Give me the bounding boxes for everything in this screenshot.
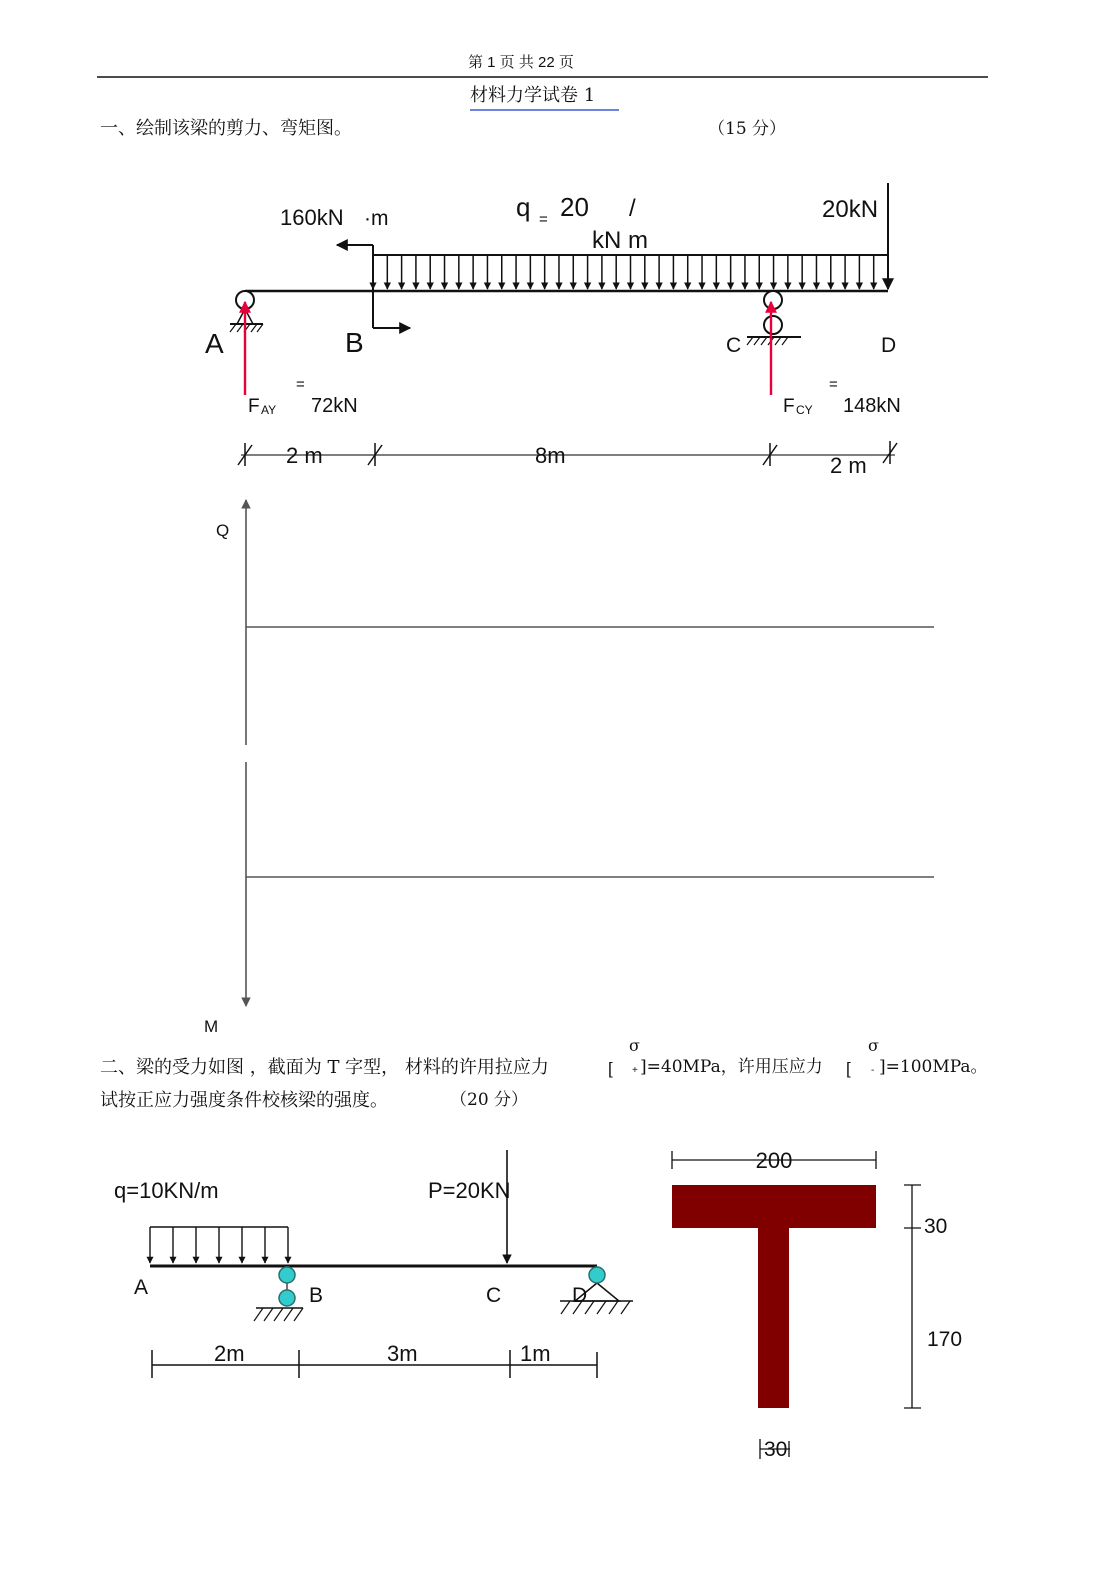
reaction-a-equals: = <box>296 376 305 393</box>
flange-width-label: 200 <box>755 1148 793 1173</box>
tension-bracket-open: [ <box>608 1059 613 1078</box>
q-slash: / <box>629 195 636 222</box>
problem2-prompt-line1: 二、梁的受力如图 ，截面为 T 字型， 材料的许用拉应力 <box>100 1057 549 1078</box>
tension-allowable-value: ]=40MPa，许用压应力 <box>640 1057 823 1077</box>
point-load-label: 20kN <box>822 196 879 223</box>
point-d-label: D <box>881 334 897 357</box>
page-indicator: 第 1 页 共 22 页 <box>468 54 574 71</box>
q-load-label: q=10KN/m <box>114 1178 219 1203</box>
reaction-a-subscript: AY <box>261 403 277 417</box>
compression-sign: - <box>871 1065 875 1076</box>
reaction-c-value: 148kN <box>843 395 901 417</box>
moment-axis-label: M <box>204 1017 219 1036</box>
support-a-pin <box>230 291 263 332</box>
problem2-points: （20 分） <box>450 1090 529 1110</box>
distributed-load-arrows <box>150 1227 288 1263</box>
point-a-label: A <box>205 328 224 359</box>
point-c-label: C <box>486 1284 502 1307</box>
point-a-label: A <box>134 1276 149 1299</box>
problem2-prompt-line2: 试按正应力强度条件校核梁的强度。 <box>100 1090 388 1111</box>
span-bc-label: 3m <box>387 1341 418 1366</box>
problem1-points: （15 分） <box>708 119 787 139</box>
reaction-a-value: 72kN <box>311 395 358 417</box>
flange-thickness-label: 30 <box>924 1215 948 1238</box>
reaction-c-symbol: F <box>783 396 795 417</box>
t-section-flange <box>672 1185 876 1228</box>
reaction-c-equals: = <box>829 376 838 393</box>
shear-diagram-axes <box>246 500 934 745</box>
distributed-load-arrows <box>373 255 888 289</box>
t-section-figure <box>672 1148 962 1461</box>
beam-figure-1 <box>205 183 901 478</box>
reaction-a-symbol: F <box>248 396 260 417</box>
span-cd-label: 2 m <box>830 453 867 478</box>
p-load-label: P=20KN <box>428 1178 511 1203</box>
q-symbol: q <box>516 192 531 222</box>
web-thickness-label: 30 <box>764 1438 788 1461</box>
reaction-c-subscript: CY <box>796 403 813 417</box>
point-d-label: D <box>572 1284 588 1307</box>
point-b-label: B <box>309 1284 324 1307</box>
height-dimension <box>904 1185 921 1408</box>
exam-title: 材料力学试卷 1 <box>470 85 596 106</box>
moment-diagram-axes <box>246 762 934 1006</box>
q-equals: = <box>539 211 548 228</box>
support-c-roller <box>747 291 801 345</box>
support-b-roller <box>254 1267 303 1321</box>
compression-sigma: σ <box>868 1036 879 1055</box>
support-d-pin <box>560 1267 633 1314</box>
compression-allowable-value: ]=100MPa。 <box>879 1057 988 1077</box>
span-ab-label: 2m <box>214 1341 245 1366</box>
point-b-label: B <box>345 327 364 358</box>
moment-unit-label: ·m <box>364 207 389 230</box>
beam-figure-2 <box>114 1150 633 1378</box>
shear-axis-label: Q <box>216 521 230 540</box>
q-value: 20 <box>560 192 589 222</box>
span-ab-label: 2 m <box>286 443 323 468</box>
compression-bracket-open: [ <box>846 1059 851 1078</box>
span-dimension-line <box>238 441 897 466</box>
point-c-label: C <box>726 334 742 357</box>
moment-value-label: 160kN <box>280 205 344 230</box>
t-section-web <box>758 1227 789 1408</box>
span-cd-label: 1m <box>520 1341 551 1366</box>
tension-sign: + <box>632 1065 638 1076</box>
problem1-prompt: 一、绘制该梁的剪力、弯矩图。 <box>100 118 352 139</box>
web-height-label: 170 <box>927 1328 963 1351</box>
tension-sigma: σ <box>629 1036 640 1055</box>
q-unit: kN m <box>592 227 648 254</box>
span-bc-label: 8m <box>535 443 566 468</box>
